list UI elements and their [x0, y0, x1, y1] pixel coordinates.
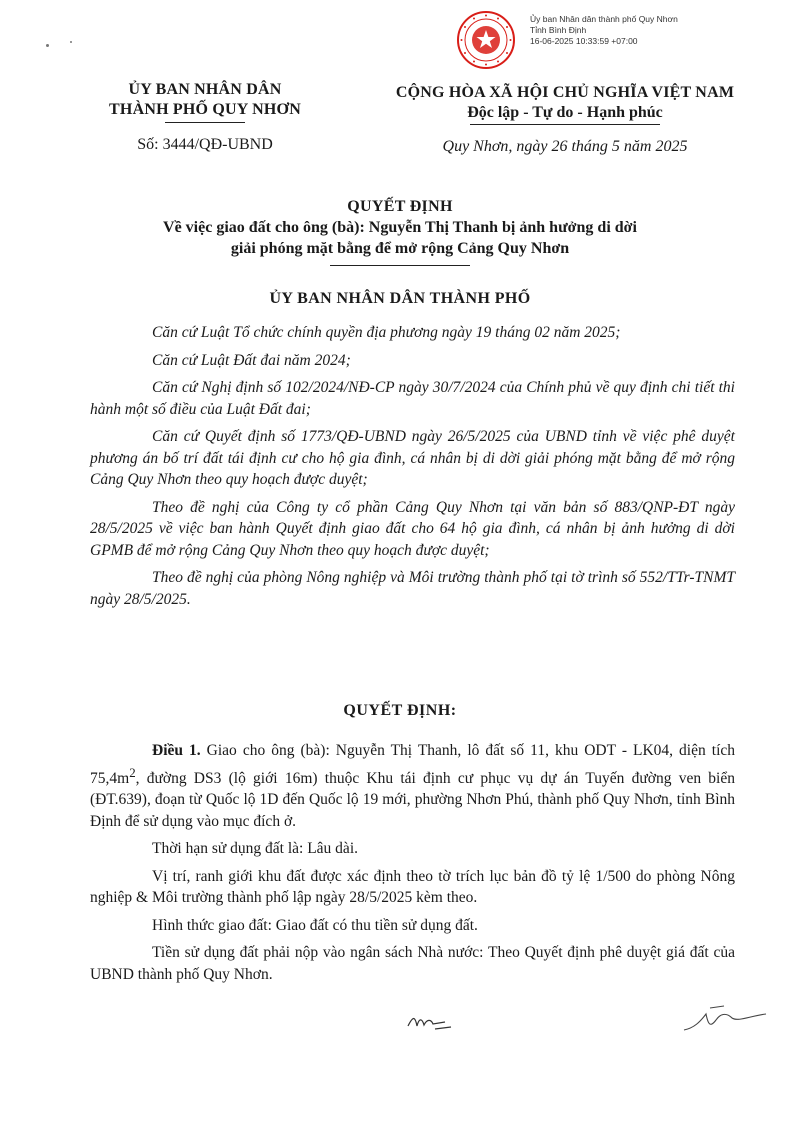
basis-paragraph: Căn cứ Nghị định số 102/2024/NĐ-CP ngày 30/7/2024 của Chính phủ về quy định chi tiết thi hành một số điều của Luật Đất đai; [90, 379, 735, 418]
signature-line-3: 16-06-2025 10:33:59 +07:00 [530, 36, 638, 46]
authority-heading: ỦY BAN NHÂN DÂN THÀNH PHỐ [269, 290, 531, 307]
article-1-text-b: , đường DS3 (lộ giới 16m) thuộc Khu tái định cư phục vụ dự án Tuyến đường ven biển (ĐT.639), đoạn từ Quốc lộ 1D đến Quốc lộ 19 mới, phường Nhơn Phú, thành phố Quy Nhơn, tỉnh Bình Định để sử dụng vào mục đích ở. [90, 769, 735, 830]
scan-speck [70, 41, 72, 43]
issuing-authority-block [95, 80, 315, 155]
national-motto: Độc lập - Tự do - Hạnh phúc [467, 104, 663, 121]
basis-paragraph: Theo đề nghị của Công ty cổ phần Cảng Quy Nhơn tại văn bản số 883/QNP-ĐT ngày 28/5/2025 về việc ban hành Quyết định giao đất cho 64 hộ gia đình, cá nhân bị ảnh hưởng di dời GPMB để mở rộng Cảng Quy Nhơn theo quy hoạch được duyệt; [90, 498, 735, 559]
article-paragraph: Thời hạn sử dụng đất là: Lâu dài. [152, 840, 358, 858]
digital-seal-icon [456, 10, 516, 70]
article-paragraph: Tiền sử dụng đất phải nộp vào ngân sách Nhà nước: Theo Quyết định phê duyệt giá đất của UBND thành phố Quy Nhơn. [90, 944, 735, 983]
signature-line-1: Ủy ban Nhân dân thành phố Quy Nhơn [530, 14, 678, 24]
article-paragraph: Vị trí, ranh giới khu đất được xác định theo tờ trích lục bản đồ tỷ lệ 1/500 do phòng Nông nghiệp & Môi trường thành phố lập ngày 28/5/2025 kèm theo. [90, 867, 735, 907]
signature-line-2: Tỉnh Bình Định [530, 25, 587, 35]
document-type: QUYẾT ĐỊNH [347, 198, 453, 215]
handwritten-initials-icon [405, 1010, 455, 1034]
article-1-label: Điều 1. [152, 742, 201, 759]
basis-paragraph: Căn cứ Quyết định số 1773/QĐ-UBND ngày 26/5/2025 của UBND tỉnh về việc phê duyệt phương án bố trí đất tái định cư cho hộ gia đình, cá nhân bị di dời giải phóng mặt bằng để mở rộng Cảng Quy Nhơn theo quy hoạch được duyệt; [90, 428, 735, 488]
basis-paragraph: Theo đề nghị của phòng Nông nghiệp và Môi trường thành phố tại tờ trình số 552/TTr-TNMT ngày 28/5/2025. [90, 569, 735, 608]
divider [165, 122, 245, 123]
scan-speck [46, 44, 49, 47]
org-line-2: THÀNH PHỐ QUY NHƠN [109, 101, 301, 118]
basis-paragraph: Căn cứ Luật Tổ chức chính quyền địa phương ngày 19 tháng 02 năm 2025; [152, 324, 621, 341]
org-line-1: ỦY BAN NHÂN DÂN [128, 81, 282, 98]
place-and-date: Quy Nhơn, ngày 26 tháng 5 năm 2025 [442, 138, 688, 155]
digital-signature-info [530, 14, 750, 47]
national-header-block [380, 83, 750, 157]
area-unit-superscript: 2 [129, 764, 136, 780]
legal-basis-section [90, 322, 735, 616]
decision-heading: QUYẾT ĐỊNH: [343, 702, 457, 719]
articles-section [90, 740, 735, 991]
handwritten-signature-icon [680, 1000, 770, 1036]
divider [470, 124, 660, 125]
document-subject: Về việc giao đất cho ông (bà): Nguyễn Thị Thanh bị ảnh hưởng di dời giải phóng mặt bằng để mở rộng Cảng Quy Nhơn [163, 219, 637, 257]
basis-paragraph: Căn cứ Luật Đất đai năm 2024; [152, 351, 351, 369]
article-1 [90, 740, 735, 832]
document-number: Số: 3444/QĐ-UBND [137, 136, 273, 153]
article-paragraph: Hình thức giao đất: Giao đất có thu tiền sử dụng đất. [152, 916, 478, 934]
article-1-text-a: Giao cho ông (bà): Nguyễn Thị Thanh, lô đất số 11, khu ODT - LK04, diện tích 75,4m [90, 742, 736, 787]
document-title-block [60, 196, 740, 266]
divider [330, 265, 470, 266]
nation-title: CỘNG HÒA XÃ HỘI CHỦ NGHĨA VIỆT NAM [395, 84, 735, 101]
